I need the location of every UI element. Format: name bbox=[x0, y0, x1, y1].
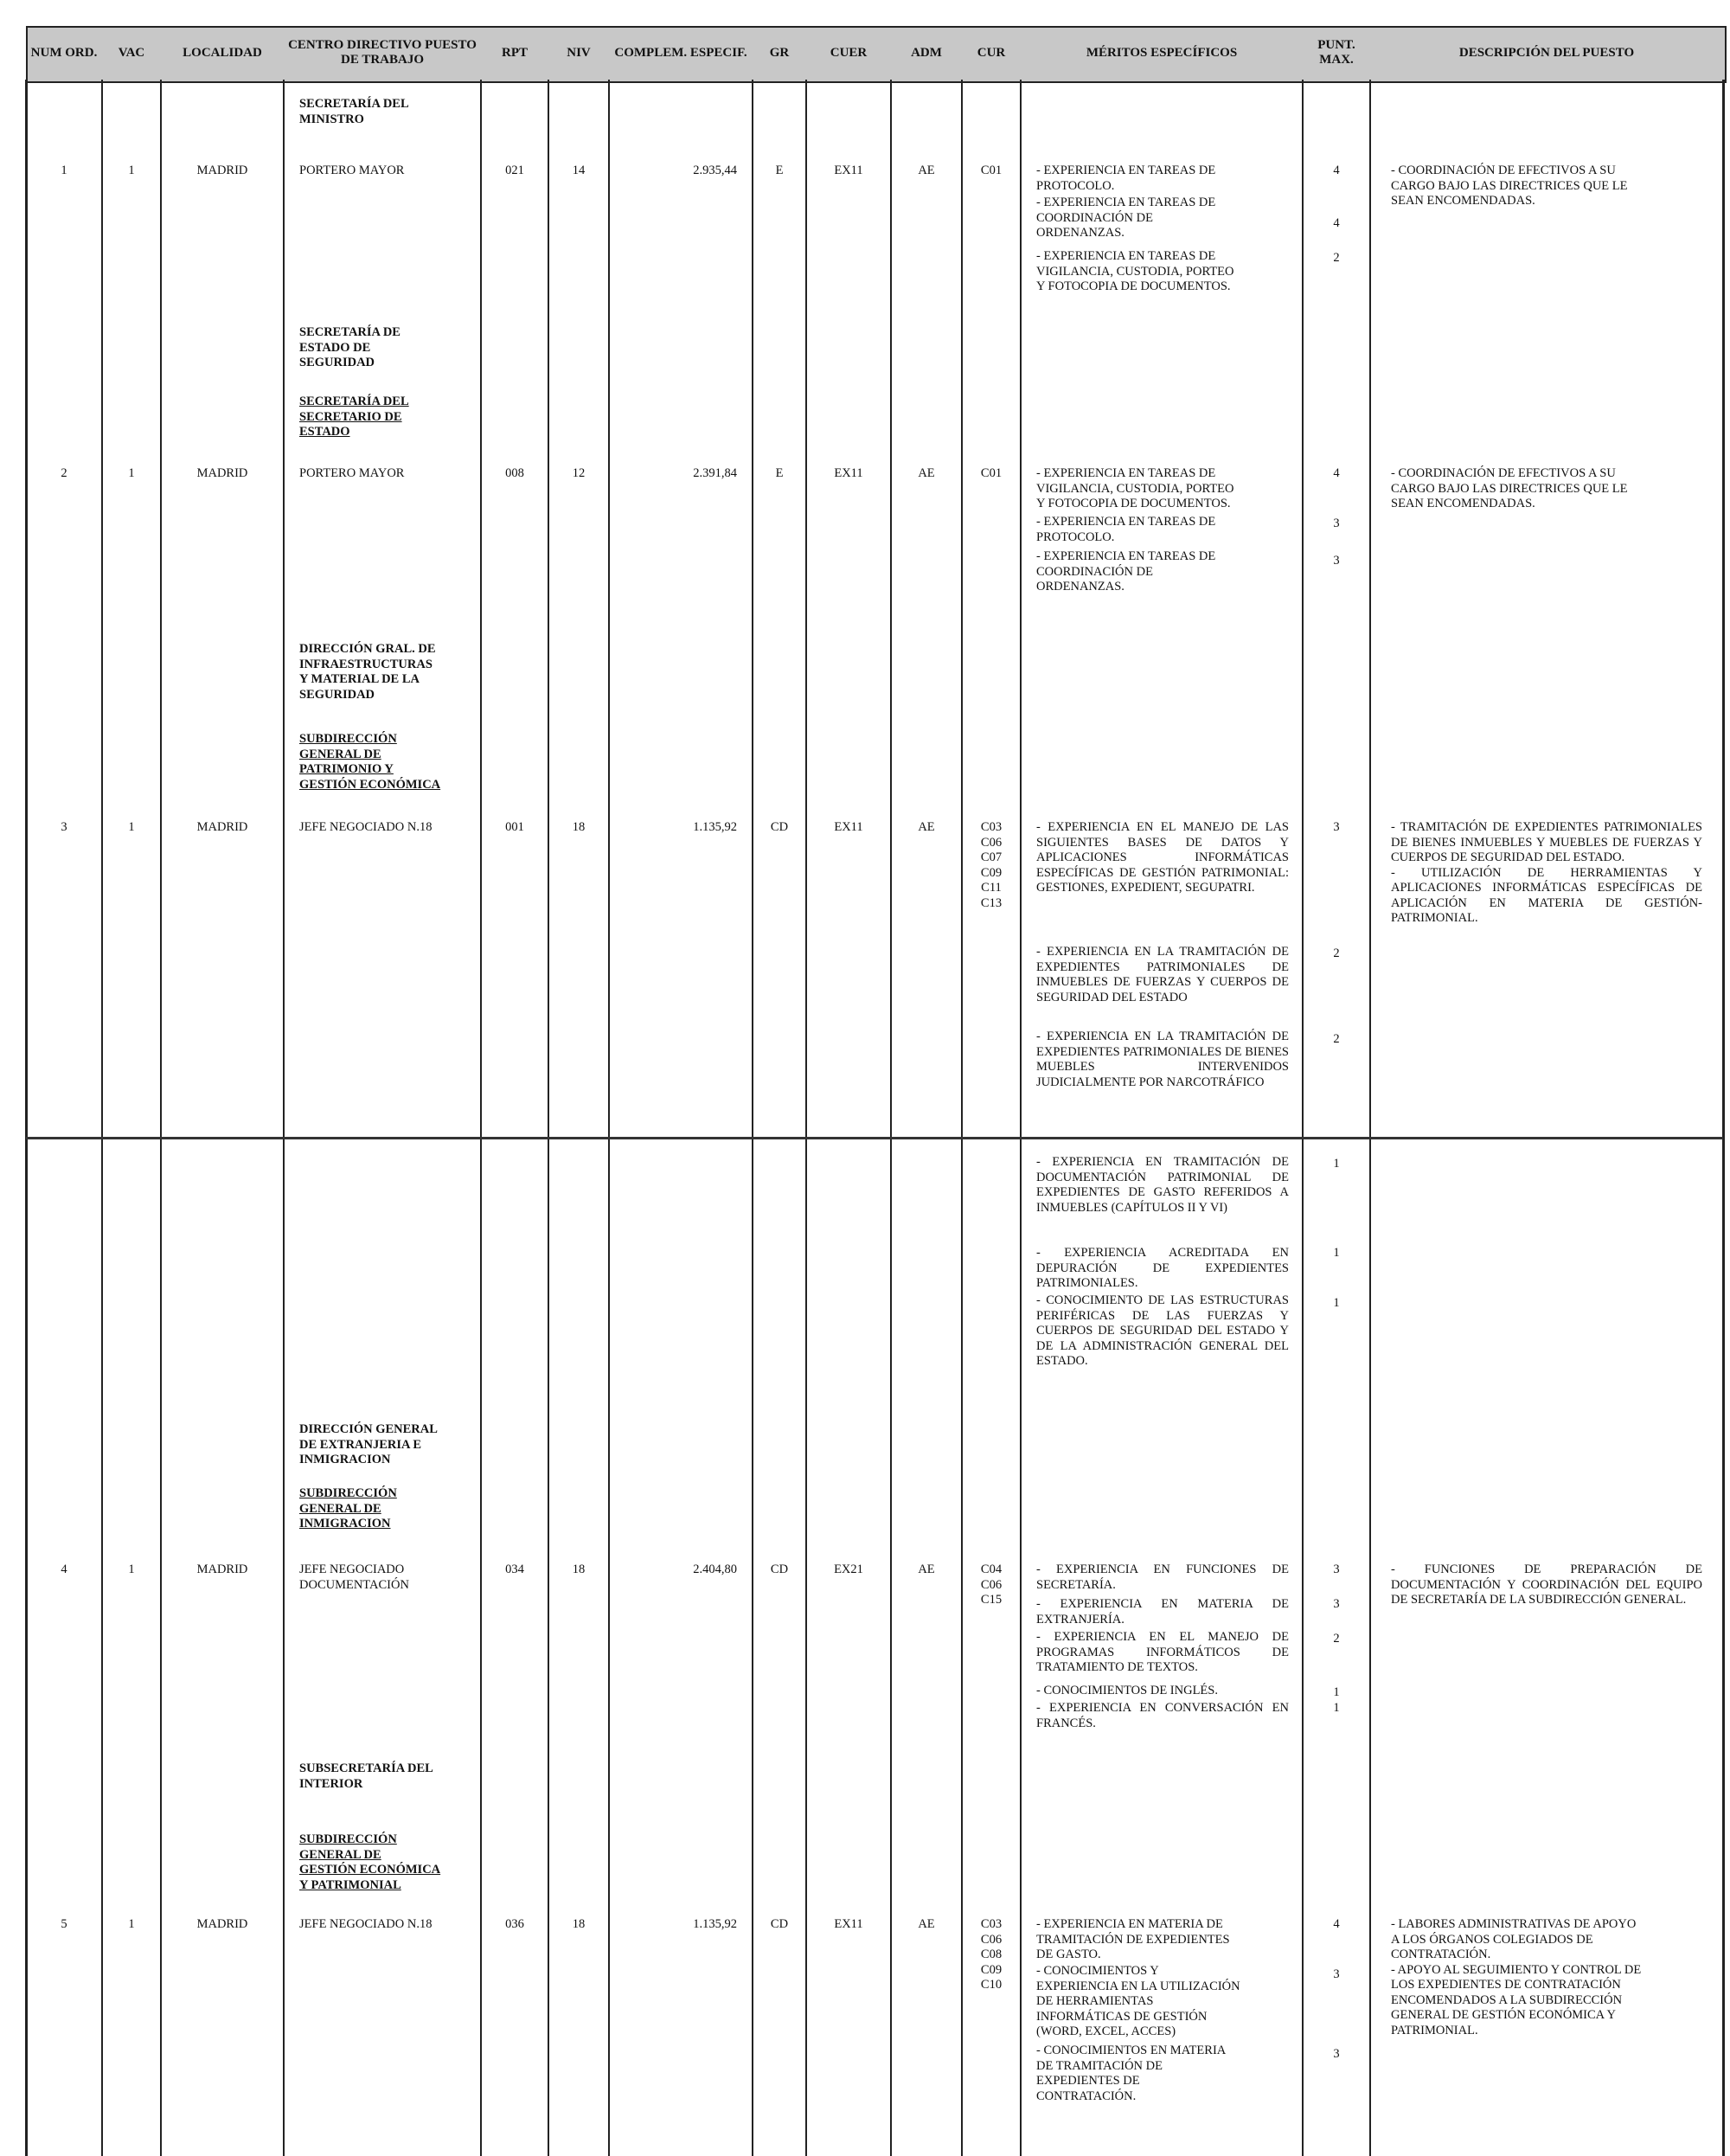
section-sg-gestion-economica: SUBDIRECCIÓN GENERAL DE GESTIÓN ECONÓMICA Y PATRIMONIAL bbox=[299, 1832, 441, 1892]
section-secretaria-estado: SECRETARÍA DE ESTADO DE SEGURIDAD bbox=[299, 325, 400, 369]
row2-punt-1: 4 bbox=[1333, 466, 1340, 480]
row5-localidad: MADRID bbox=[196, 1917, 248, 1931]
row3-merito-3: - EXPERIENCIA EN LA TRAMITACIÓN DE EXPEDIENTES PATRIMONIALES DE BIENES MUEBLES INTERVENIDOS JUDICIALMENTE POR NARCOTRÁFICO bbox=[1036, 1030, 1289, 1089]
column-rule bbox=[480, 80, 482, 2156]
header-localidad: LOCALIDAD bbox=[183, 45, 262, 60]
row1-merito-2: - EXPERIENCIA EN TAREAS DE COORDINACIÓN DE ORDENANZAS. bbox=[1036, 196, 1216, 240]
section-secretaria-secretario: SECRETARÍA DEL SECRETARIO DE ESTADO bbox=[299, 395, 409, 439]
row3-num: 3 bbox=[61, 820, 67, 834]
row2-rpt: 008 bbox=[505, 466, 524, 480]
row4-localidad: MADRID bbox=[196, 1562, 248, 1576]
row3-descripcion: - TRAMITACIÓN DE EXPEDIENTES PATRIMONIALES DE BIENES INMUEBLES Y MUEBLES DE FUERZAS Y CUERPOS DE SEGURIDAD DEL ESTADO. - UTILIZACIÓN DE HERRAMIENTAS Y APLICACIONES INFORMÁTICAS ESPECÍFICAS DE APLICACIÓN EN MATERIA DE GESTIÓN-PATRIMONIAL. bbox=[1391, 820, 1702, 925]
row1-num: 1 bbox=[61, 164, 67, 177]
row4-merito-1: - EXPERIENCIA EN FUNCIONES DE SECRETARÍA. bbox=[1036, 1562, 1289, 1592]
row4-descripcion: - FUNCIONES DE PREPARACIÓN DE DOCUMENTACIÓN Y COORDINACIÓN DEL EQUIPO DE SECRETARÍA DE LA SUBDIRECCIÓN GENERAL. bbox=[1391, 1562, 1702, 1607]
row2-niv: 12 bbox=[572, 466, 586, 480]
row5-merito-2: - CONOCIMIENTOS Y EXPERIENCIA EN LA UTILIZACIÓN DE HERRAMIENTAS INFORMÁTICAS DE GESTIÓN (WORD, EXCEL, ACCES) bbox=[1036, 1964, 1240, 2038]
row5-merito-3: - CONOCIMIENTOS EN MATERIA DE TRAMITACIÓN DE EXPEDIENTES DE CONTRATACIÓN. bbox=[1036, 2044, 1227, 2103]
column-rule bbox=[1020, 80, 1022, 2156]
column-rule bbox=[160, 80, 162, 2156]
row5-adm: AE bbox=[918, 1917, 935, 1931]
row4-punt-4: 1 bbox=[1333, 1685, 1340, 1699]
column-rule bbox=[1369, 80, 1371, 2156]
row1-cur: C01 bbox=[980, 164, 1003, 177]
row5-cuer: EX11 bbox=[834, 1917, 863, 1931]
row4-gr: CD bbox=[770, 1562, 789, 1576]
row3-adm: AE bbox=[918, 820, 935, 834]
section-subsecretaria: SUBSECRETARÍA DEL INTERIOR bbox=[299, 1761, 433, 1791]
row5-vac: 1 bbox=[128, 1917, 135, 1931]
row2-localidad: MADRID bbox=[196, 466, 248, 480]
row4-punt-1: 3 bbox=[1333, 1562, 1340, 1576]
header-vac: VAC bbox=[118, 45, 145, 60]
header-rpt: RPT bbox=[502, 45, 528, 60]
row5-num: 5 bbox=[61, 1917, 67, 1931]
row2-punt-2: 3 bbox=[1333, 517, 1340, 530]
row1-punt-1: 4 bbox=[1333, 164, 1340, 177]
header-cur: CUR bbox=[977, 45, 1006, 60]
row1-merito-3: - EXPERIENCIA EN TAREAS DE VIGILANCIA, CUSTODIA, PORTEO Y FOTOCOPIA DE DOCUMENTOS. bbox=[1036, 249, 1234, 293]
row3-gr: CD bbox=[770, 820, 789, 834]
section-dg-extranjeria: DIRECCIÓN GENERAL DE EXTRANJERIA E INMIGRACION bbox=[299, 1422, 438, 1466]
column-rule bbox=[890, 80, 892, 2156]
row3-punt-4: 1 bbox=[1333, 1157, 1340, 1171]
row5-cur: C03 C06 C08 C09 C10 bbox=[980, 1917, 1003, 1992]
row5-rpt: 036 bbox=[505, 1917, 524, 1931]
row2-punt-3: 3 bbox=[1333, 554, 1340, 568]
row3-punt-1: 3 bbox=[1333, 820, 1340, 834]
row5-gr: CD bbox=[770, 1917, 789, 1931]
row2-merito-3: - EXPERIENCIA EN TAREAS DE COORDINACIÓN DE ORDENANZAS. bbox=[1036, 549, 1216, 594]
column-rule bbox=[283, 80, 285, 2156]
row2-descripcion: - COORDINACIÓN DE EFECTIVOS A SU CARGO BAJO LAS DIRECTRICES QUE LE SEAN ENCOMENDADAS. bbox=[1391, 466, 1628, 510]
column-rule bbox=[961, 80, 963, 2156]
row5-punt-2: 3 bbox=[1333, 1967, 1340, 1981]
row3-punt-6: 1 bbox=[1333, 1296, 1340, 1310]
row1-gr: E bbox=[775, 164, 784, 177]
section-sg-inmigracion: SUBDIRECCIÓN GENERAL DE INMIGRACION bbox=[299, 1486, 397, 1530]
row1-descripcion: - COORDINACIÓN DE EFECTIVOS A SU CARGO BAJO LAS DIRECTRICES QUE LE SEAN ENCOMENDADAS. bbox=[1391, 164, 1628, 208]
row5-descripcion: - LABORES ADMINISTRATIVAS DE APOYO A LOS ÓRGANOS COLEGIADOS DE CONTRATACIÓN. - APOYO AL SEGUIMIENTO Y CONTROL DE LOS EXPEDIENTES DE CONTRATACIÓN ENCOMENDADOS A LA SUBDIRECCIÓN GENERAL DE GESTIÓN ECONÓMICA Y PATRIMONIAL. bbox=[1391, 1917, 1642, 2037]
page-break-rule bbox=[26, 1137, 1723, 1139]
row4-puesto: JEFE NEGOCIADO DOCUMENTACIÓN bbox=[299, 1562, 409, 1592]
column-rule bbox=[1722, 80, 1725, 2156]
row1-cuer: EX11 bbox=[834, 164, 863, 177]
row4-merito-5: - EXPERIENCIA EN CONVERSACIÓN EN FRANCÉS. bbox=[1036, 1701, 1289, 1730]
column-rule bbox=[548, 80, 549, 2156]
row5-punt-1: 4 bbox=[1333, 1917, 1340, 1931]
header-gr: GR bbox=[769, 45, 790, 60]
section-secretaria-ministro: SECRETARÍA DEL MINISTRO bbox=[299, 97, 409, 126]
column-rule bbox=[805, 80, 807, 2156]
header-adm: ADM bbox=[911, 45, 942, 60]
row2-merito-2: - EXPERIENCIA EN TAREAS DE PROTOCOLO. bbox=[1036, 515, 1216, 544]
row4-punt-2: 3 bbox=[1333, 1597, 1340, 1611]
row3-punt-2: 2 bbox=[1333, 946, 1340, 960]
row2-num: 2 bbox=[61, 466, 67, 480]
row5-complem: 1.135,92 bbox=[693, 1917, 737, 1931]
row1-punt-2: 4 bbox=[1333, 216, 1340, 230]
row3-merito-2: - EXPERIENCIA EN LA TRAMITACIÓN DE EXPEDIENTES PATRIMONIALES DE INMUEBLES DE FUERZAS Y CUERPOS DE SEGURIDAD DEL ESTADO bbox=[1036, 945, 1289, 1004]
header-centro: CENTRO DIRECTIVO PUESTO DE TRABAJO bbox=[288, 38, 477, 67]
row2-adm: AE bbox=[918, 466, 935, 480]
row4-rpt: 034 bbox=[505, 1562, 524, 1576]
row3-niv: 18 bbox=[572, 820, 586, 834]
row1-localidad: MADRID bbox=[196, 164, 248, 177]
row4-merito-3: - EXPERIENCIA EN EL MANEJO DE PROGRAMAS INFORMÁTICOS DE TRATAMIENTO DE TEXTOS. bbox=[1036, 1630, 1289, 1674]
row2-gr: E bbox=[775, 466, 784, 480]
row2-cur: C01 bbox=[980, 466, 1003, 480]
row1-puesto: PORTERO MAYOR bbox=[299, 164, 405, 177]
row3-merito-6: - CONOCIMIENTO DE LAS ESTRUCTURAS PERIFÉRICAS DE LAS FUERZAS Y CUERPOS DE SEGURIDAD DEL ESTADO Y DE LA ADMINISTRACIÓN GENERAL DEL ESTADO. bbox=[1036, 1293, 1289, 1368]
row2-cuer: EX11 bbox=[834, 466, 863, 480]
row3-rpt: 001 bbox=[505, 820, 524, 834]
column-rule bbox=[101, 80, 103, 2156]
row4-punt-3: 2 bbox=[1333, 1632, 1340, 1646]
column-rule bbox=[608, 80, 610, 2156]
column-rule bbox=[25, 80, 28, 2156]
row2-vac: 1 bbox=[128, 466, 135, 480]
column-rule bbox=[1302, 80, 1304, 2156]
row3-cur: C03 C06 C07 C09 C11 C13 bbox=[980, 820, 1003, 910]
row5-merito-1: - EXPERIENCIA EN MATERIA DE TRAMITACIÓN DE EXPEDIENTES DE GASTO. bbox=[1036, 1917, 1230, 1961]
row5-niv: 18 bbox=[572, 1917, 586, 1931]
row2-puesto: PORTERO MAYOR bbox=[299, 466, 405, 480]
row4-num: 4 bbox=[61, 1562, 67, 1576]
row4-merito-2: - EXPERIENCIA EN MATERIA DE EXTRANJERÍA. bbox=[1036, 1597, 1289, 1627]
row1-merito-1: - EXPERIENCIA EN TAREAS DE PROTOCOLO. bbox=[1036, 164, 1216, 193]
row3-punt-5: 1 bbox=[1333, 1246, 1340, 1260]
row2-merito-1: - EXPERIENCIA EN TAREAS DE VIGILANCIA, CUSTODIA, PORTEO Y FOTOCOPIA DE DOCUMENTOS. bbox=[1036, 466, 1234, 510]
row4-vac: 1 bbox=[128, 1562, 135, 1576]
row3-merito-1: - EXPERIENCIA EN EL MANEJO DE LAS SIGUIENTES BASES DE DATOS Y APLICACIONES INFORMÁTICAS ESPECÍFICAS DE GESTIÓN PATRIMONIAL: GESTIONES, EXPEDIENT, SEGUPATRI. bbox=[1036, 820, 1289, 895]
row2-complem: 2.391,84 bbox=[693, 466, 737, 480]
row4-adm: AE bbox=[918, 1562, 935, 1576]
row4-punt-5: 1 bbox=[1333, 1701, 1340, 1715]
row1-adm: AE bbox=[918, 164, 935, 177]
row3-merito-5: - EXPERIENCIA ACREDITADA EN DEPURACIÓN DE EXPEDIENTES PATRIMONIALES. bbox=[1036, 1246, 1289, 1290]
row1-niv: 14 bbox=[572, 164, 586, 177]
row1-punt-3: 2 bbox=[1333, 251, 1340, 265]
row4-niv: 18 bbox=[572, 1562, 586, 1576]
row3-puesto: JEFE NEGOCIADO N.18 bbox=[299, 820, 432, 834]
header-complem: COMPLEM. ESPECIF. bbox=[614, 45, 747, 60]
row4-complem: 2.404,80 bbox=[693, 1562, 737, 1576]
row5-punt-3: 3 bbox=[1333, 2047, 1340, 2061]
row3-localidad: MADRID bbox=[196, 820, 248, 834]
row3-punt-3: 2 bbox=[1333, 1032, 1340, 1046]
section-dg-infraestructuras: DIRECCIÓN GRAL. DE INFRAESTRUCTURAS Y MATERIAL DE LA SEGURIDAD bbox=[299, 642, 436, 702]
header-cuer: CUER bbox=[830, 45, 868, 60]
header-meritos: MÉRITOS ESPECÍFICOS bbox=[1086, 45, 1238, 60]
row4-cuer: EX21 bbox=[834, 1562, 863, 1576]
row4-cur: C04 C06 C15 bbox=[980, 1562, 1003, 1607]
row3-vac: 1 bbox=[128, 820, 135, 834]
header-niv: NIV bbox=[567, 45, 591, 60]
row1-vac: 1 bbox=[128, 164, 135, 177]
row3-cuer: EX11 bbox=[834, 820, 863, 834]
header-descripcion: DESCRIPCIÓN DEL PUESTO bbox=[1458, 45, 1635, 60]
row3-merito-4: - EXPERIENCIA EN TRAMITACIÓN DE DOCUMENTACIÓN PATRIMONIAL DE EXPEDIENTES DE GASTO REFERIDOS A INMUEBLES (CAPÍTULOS II Y VI) bbox=[1036, 1155, 1289, 1215]
row1-rpt: 021 bbox=[505, 164, 524, 177]
row3-complem: 1.135,92 bbox=[693, 820, 737, 834]
header-punt: PUNT. MAX. bbox=[1317, 38, 1355, 67]
row4-merito-4: - CONOCIMIENTOS DE INGLÉS. bbox=[1036, 1684, 1218, 1697]
header-num: NUM ORD. bbox=[30, 45, 98, 60]
column-rule bbox=[752, 80, 753, 2156]
row5-puesto: JEFE NEGOCIADO N.18 bbox=[299, 1917, 432, 1931]
row1-complem: 2.935,44 bbox=[693, 164, 737, 177]
section-sg-patrimonio: SUBDIRECCIÓN GENERAL DE PATRIMONIO Y GESTIÓN ECONÓMICA bbox=[299, 732, 441, 792]
